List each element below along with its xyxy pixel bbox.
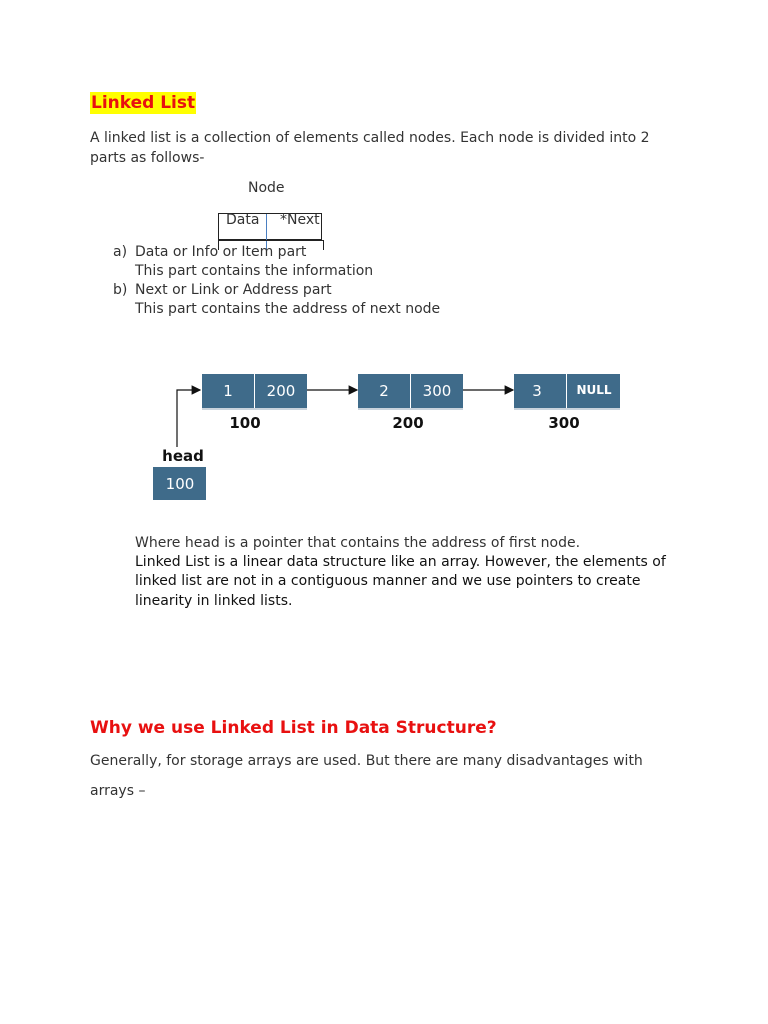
section-line-2: arrays – — [90, 783, 146, 799]
list-item — [113, 281, 332, 300]
list-node-2 — [358, 374, 463, 432]
node-1-data: 1 — [223, 382, 233, 400]
list-item-label: Data or Info or Item part — [135, 244, 307, 260]
node-next-label: *Next — [280, 212, 320, 228]
head-arrow — [177, 390, 200, 447]
section-heading: Why we use Linked List in Data Structure? — [90, 718, 497, 738]
head-label: head — [162, 447, 204, 465]
list-item-desc: This part contains the address of next node — [135, 301, 441, 317]
node-3-address: 300 — [548, 414, 580, 432]
explanation-line-3: linked list are not in a contiguous manner and we use pointers to create — [135, 573, 641, 589]
node-3-data: 3 — [532, 382, 542, 400]
list-node-1 — [202, 374, 307, 432]
intro-line-2: parts as follows- — [90, 150, 205, 166]
page-title: Linked List — [91, 93, 196, 113]
list-node-3 — [514, 374, 620, 432]
intro-line-1: A linked list is a collection of elements called nodes. Each node is divided into 2 — [90, 130, 650, 146]
list-item — [113, 243, 306, 262]
node-2-address: 200 — [392, 414, 424, 432]
node-caption: Node — [248, 180, 285, 196]
list-marker: b) — [113, 282, 128, 298]
list-item-desc: This part contains the information — [135, 263, 374, 279]
list-marker: a) — [113, 244, 128, 260]
explanation-line-2: Linked List is a linear data structure like an array. However, the elements of — [135, 554, 666, 570]
explanation-line-4: linearity in linked lists. — [135, 593, 293, 609]
node-3-next: NULL — [576, 383, 612, 397]
linked-list-diagram — [145, 365, 625, 505]
list-item-label: Next or Link or Address part — [135, 282, 332, 298]
node-2-next: 300 — [422, 382, 452, 400]
section-line-1: Generally, for storage arrays are used. But there are many disadvantages with — [90, 753, 643, 769]
node-data-label: Data — [226, 212, 260, 228]
head-value: 100 — [165, 475, 195, 493]
node-1-next: 200 — [266, 382, 296, 400]
node-2-data: 2 — [379, 382, 389, 400]
node-1-address: 100 — [229, 414, 261, 432]
explanation-line-1: Where head is a pointer that contains the address of first node. — [135, 535, 581, 551]
